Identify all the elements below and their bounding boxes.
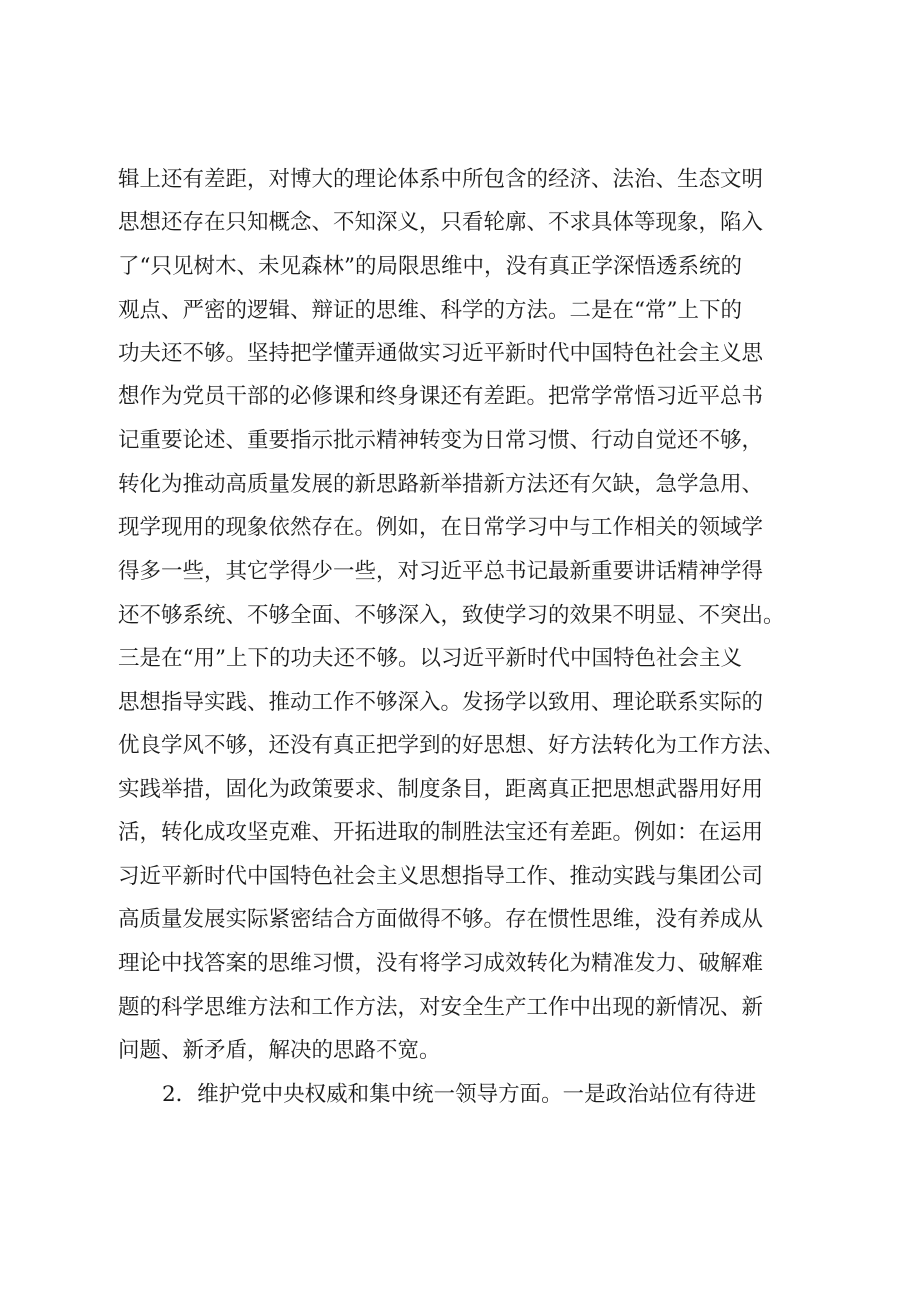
text-line-16: 活，转化成攻坚克难、开拓进取的制胜法宝还有差距。例如：在运用 xyxy=(118,820,764,845)
text-line-14: 优良学风不够，还没有真正把学到的好思想、好方法转化为工作方法、 xyxy=(118,733,785,758)
text-line-2: 思想还存在只知概念、不知深义，只看轮廓、不求具体等现象，陷入 xyxy=(118,210,764,235)
text-line-4: 观点、严密的逻辑、辩证的思维、科学的方法。二是在“常”上下的 xyxy=(118,298,742,323)
text-line-17: 习近平新时代中国特色社会主义思想指导工作、推动实践与集团公司 xyxy=(118,864,764,889)
text-line-1: 辑上还有差距，对博大的理论体系中所包含的经济、法治、生态文明 xyxy=(118,167,764,192)
text-line-18: 高质量发展实际紧密结合方面做得不够。存在惯性思维，没有养成从 xyxy=(118,907,764,932)
text-line-19: 理论中找答案的思维习惯，没有将学习成效转化为精准发力、破解难 xyxy=(118,951,764,976)
text-line-8: 转化为推动高质量发展的新思路新举措新方法还有欠缺，急学急用、 xyxy=(118,472,764,497)
text-line-10: 得多一些，其它学得少一些，对习近平总书记最新重要讲话精神学得 xyxy=(118,559,764,584)
text-line-5: 功夫还不够。坚持把学懂弄通做实习近平新时代中国特色社会主义思 xyxy=(118,341,764,366)
text-line-15: 实践举措，固化为政策要求、制度条目，距离真正把思想武器用好用 xyxy=(118,777,764,802)
text-line-20: 题的科学思维方法和工作方法，对安全生产工作中出现的新情况、新 xyxy=(118,995,764,1020)
text-line-11: 还不够系统、不够全面、不够深入，致使学习的效果不明显、不突出。 xyxy=(118,603,785,628)
text-line-12: 三是在“用”上下的功夫还不够。以习近平新时代中国特色社会主义 xyxy=(118,646,742,671)
text-line-21: 问题、新矛盾，解决的思路不宽。 xyxy=(118,1038,441,1063)
text-line-13: 思想指导实践、推动工作不够深入。发扬学以致用、理论联系实际的 xyxy=(118,690,764,715)
section-heading-2: 2．维护党中央权威和集中统一领导方面。一是政治站位有待进 xyxy=(162,1082,757,1107)
text-line-7: 记重要论述、重要指示批示精神转变为日常习惯、行动自觉还不够， xyxy=(118,428,764,453)
text-line-9: 现学现用的现象依然存在。例如，在日常学习中与工作相关的领域学 xyxy=(118,515,764,540)
text-line-6: 想作为党员干部的必修课和终身课还有差距。把常学常悟习近平总书 xyxy=(118,384,764,409)
text-line-3: 了“只见树木、未见森林”的局限思维中，没有真正学深悟透系统的 xyxy=(118,254,742,279)
